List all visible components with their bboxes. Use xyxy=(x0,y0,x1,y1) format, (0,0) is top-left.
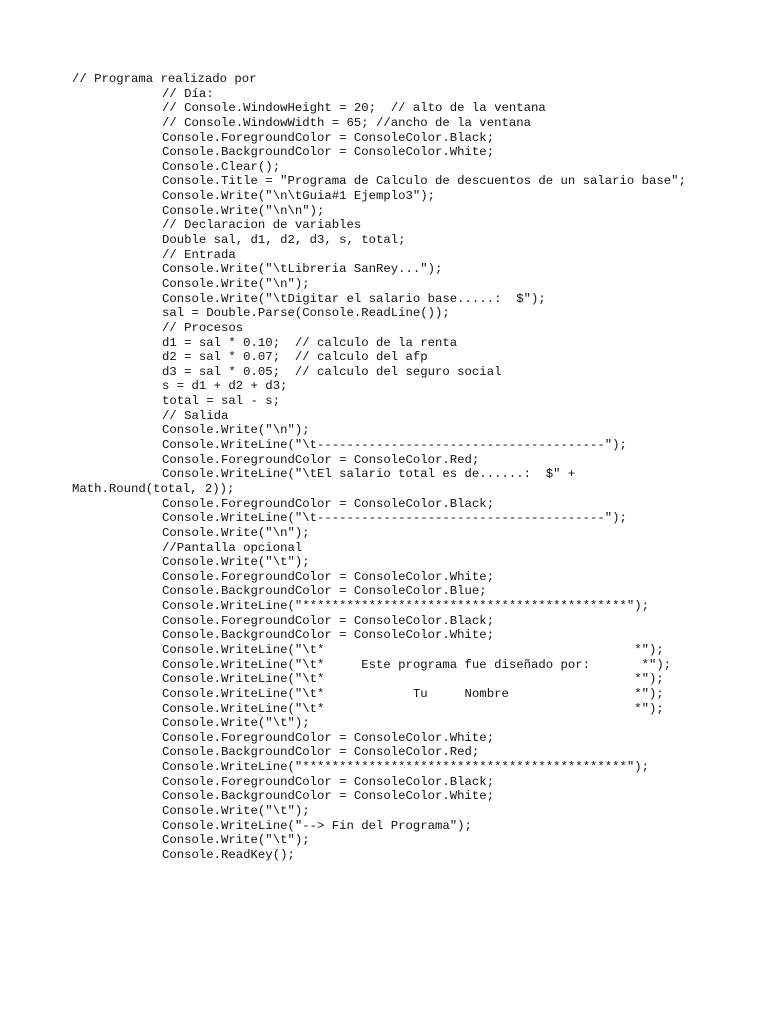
code-line: Console.Write("\n\n"); xyxy=(162,203,325,218)
code-line: // Declaracion de variables xyxy=(162,218,362,233)
code-line: Console.ForegroundColor = ConsoleColor.Red; xyxy=(162,452,480,467)
code-line: // Procesos xyxy=(162,320,244,335)
code-line: // Programa realizado por xyxy=(72,72,257,86)
code-line: //Pantalla opcional xyxy=(162,540,303,555)
code-line: d1 = sal * 0.10; // calculo de la renta xyxy=(162,335,458,350)
code-line: Console.BackgroundColor = ConsoleColor.White; xyxy=(162,145,495,160)
code-line: Console.BackgroundColor = ConsoleColor.White; xyxy=(162,789,495,804)
code-line: Console.WriteLine("\t---------------------------------------"); xyxy=(162,438,627,453)
code-line: Console.Write("\tLibreria SanRey..."); xyxy=(162,262,443,277)
code-line: Console.Write("\n\tGuia#1 Ejemplo3"); xyxy=(162,189,436,204)
code-line: Console.BackgroundColor = ConsoleColor.Red; xyxy=(162,745,480,760)
code-line: Console.ForegroundColor = ConsoleColor.Black; xyxy=(162,613,495,628)
code-line: Console.Write("\t"); xyxy=(162,833,310,848)
code-line: d3 = sal * 0.05; // calculo del seguro social xyxy=(162,364,502,379)
code-line: // Entrada xyxy=(162,247,236,262)
code-line: Console.Write("\n"); xyxy=(162,525,310,540)
code-listing xyxy=(72,72,752,863)
code-line: // Console.WindowWidth = 65; //ancho de la ventana xyxy=(162,115,531,130)
code-line: Console.WriteLine("\t* *"); xyxy=(162,642,664,657)
code-line: Console.ForegroundColor = ConsoleColor.Black; xyxy=(162,496,495,511)
code-line: Console.Write("\t"); xyxy=(162,716,310,731)
code-line: Console.ForegroundColor = ConsoleColor.White; xyxy=(162,569,495,584)
code-line: Console.WriteLine("\t* Este programa fue diseñado por: *"); xyxy=(162,657,672,672)
code-line: Console.ForegroundColor = ConsoleColor.Black; xyxy=(162,130,495,145)
code-line: // Console.WindowHeight = 20; // alto de la ventana xyxy=(162,101,546,116)
code-line: Console.WriteLine("\t---------------------------------------"); xyxy=(162,511,627,526)
code-line: sal = Double.Parse(Console.ReadLine()); xyxy=(162,306,450,321)
code-line: Double sal, d1, d2, d3, s, total; xyxy=(162,233,406,248)
code-line: Console.WriteLine("\t* Tu Nombre *"); xyxy=(162,686,664,701)
code-line: Console.ForegroundColor = ConsoleColor.Black; xyxy=(162,774,495,789)
code-line: Console.Clear(); xyxy=(162,159,281,174)
code-line: Console.Title = "Programa de Calculo de descuentos de un salario base"; xyxy=(162,174,686,189)
code-line: total = sal - s; xyxy=(162,394,281,409)
code-line: Console.WriteLine("\t* *"); xyxy=(162,701,664,716)
code-line: d2 = sal * 0.07; // calculo del afp xyxy=(162,350,428,365)
code-line: Console.BackgroundColor = ConsoleColor.White; xyxy=(162,628,495,643)
code-line: Console.WriteLine("\tEl salario total es de......: $" + xyxy=(162,467,576,482)
code-line: Console.ForegroundColor = ConsoleColor.White; xyxy=(162,730,495,745)
code-line: Console.Write("\n"); xyxy=(162,276,310,291)
code-line: Console.WriteLine("********************************************"); xyxy=(162,760,650,775)
code-line: Console.Write("\t"); xyxy=(162,804,310,819)
code-line: Console.Write("\tDigitar el salario base.....: $"); xyxy=(162,291,546,306)
code-line: Console.WriteLine("\t* *"); xyxy=(162,672,664,687)
code-line: // Día: xyxy=(162,86,214,101)
code-line: s = d1 + d2 + d3; xyxy=(162,379,288,394)
code-line: Console.WriteLine("--> Fin del Programa"); xyxy=(162,818,472,833)
code-line: Console.Write("\n"); xyxy=(162,423,310,438)
code-line: Console.BackgroundColor = ConsoleColor.Blue; xyxy=(162,584,487,599)
code-line: Console.ReadKey(); xyxy=(162,847,295,862)
code-line: Console.WriteLine("********************************************"); xyxy=(162,599,650,614)
code-line: // Salida xyxy=(162,408,229,423)
code-line: Math.Round(total, 2)); xyxy=(72,481,235,496)
code-line: Console.Write("\t"); xyxy=(162,555,310,570)
